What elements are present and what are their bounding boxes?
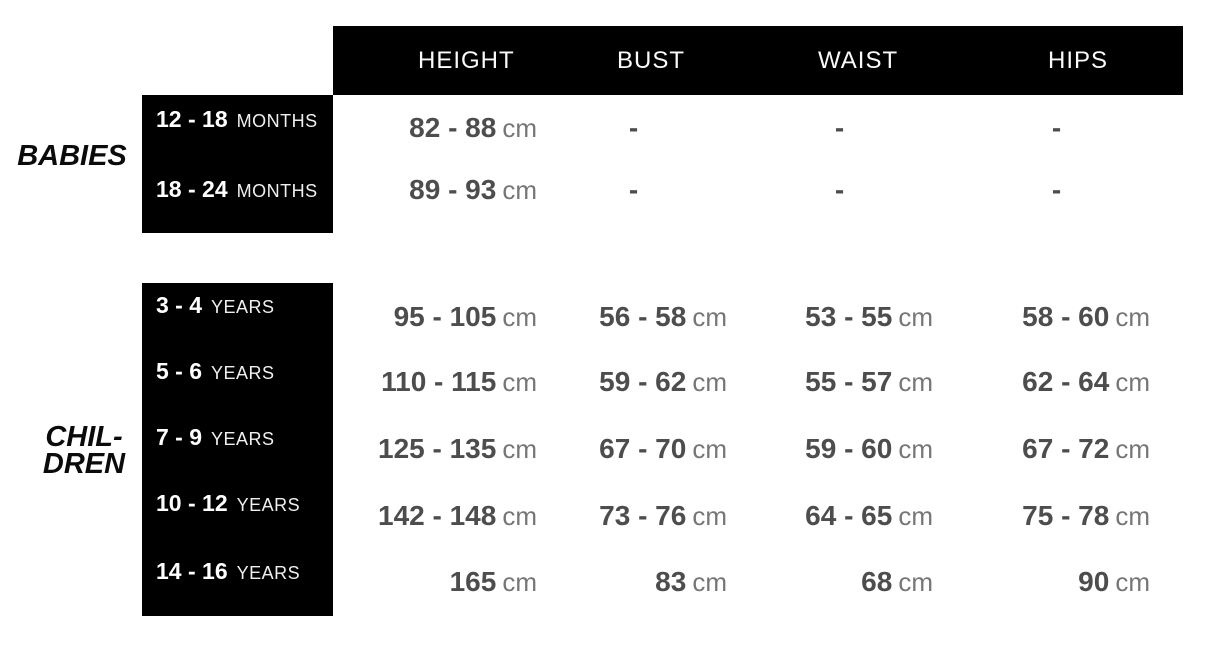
size-row-label [156, 351, 275, 391]
age-unit: YEARS [211, 297, 275, 317]
measurement-value: 142 - 148 [378, 500, 497, 531]
measurement-unit: cm [898, 367, 933, 397]
group-label-babies [12, 136, 132, 176]
measurement-value: 73 - 76 [599, 500, 687, 531]
measurement-value: 90 [1078, 566, 1110, 597]
age-unit: MONTHS [236, 181, 318, 201]
measurement-value: 125 - 135 [378, 433, 497, 464]
size-row-label [156, 169, 318, 209]
age-range: 5 - 6 [156, 358, 203, 384]
measurement-unit: cm [898, 434, 933, 464]
bust-cell [540, 297, 727, 337]
waist-cell [746, 297, 933, 337]
waist-cell [746, 429, 933, 469]
measurement-value: - [628, 174, 639, 205]
measurement-value: - [834, 112, 845, 143]
measurement-value: 75 - 78 [1022, 500, 1110, 531]
height-cell [350, 170, 537, 210]
size-row-label [156, 551, 300, 591]
bust-cell [540, 170, 727, 210]
height-cell [350, 429, 537, 469]
bust-cell [540, 496, 727, 536]
measurement-value: 58 - 60 [1022, 301, 1110, 332]
measurement-unit: cm [502, 567, 537, 597]
age-unit: YEARS [236, 495, 301, 515]
hips-cell [963, 297, 1150, 337]
group-label-text: DREN [42, 448, 126, 480]
height-cell [350, 108, 537, 148]
hips-cell [963, 496, 1150, 536]
measurement-unit: cm [898, 302, 933, 332]
size-row-label [156, 417, 275, 457]
measurement-value: 165 [449, 566, 497, 597]
height-cell [350, 297, 537, 337]
measurement-value: 83 [655, 566, 687, 597]
measurement-unit: cm [898, 501, 933, 531]
measurement-value: 64 - 65 [805, 500, 893, 531]
measurement-unit: cm [1115, 501, 1150, 531]
waist-cell [746, 170, 933, 210]
column-header-bust: BUST [617, 47, 686, 74]
hips-cell [963, 362, 1150, 402]
group-label-text: BABIES [17, 140, 127, 172]
measurement-value: 82 - 88 [409, 112, 497, 143]
measurement-unit: cm [502, 434, 537, 464]
hips-cell [963, 170, 1150, 210]
bust-cell [540, 429, 727, 469]
measurement-value: 68 [861, 566, 893, 597]
height-cell [350, 562, 537, 602]
hips-cell [963, 108, 1150, 148]
height-cell [350, 496, 537, 536]
measurement-value: 110 - 115 [381, 366, 497, 397]
age-unit: YEARS [211, 363, 275, 383]
measurement-unit: cm [692, 367, 727, 397]
measurement-value: 62 - 64 [1022, 366, 1110, 397]
measurement-unit: cm [692, 434, 727, 464]
measurement-unit: cm [1115, 367, 1150, 397]
children-size-label-box [142, 283, 333, 616]
measurement-unit: cm [692, 567, 727, 597]
age-range: 7 - 9 [156, 424, 203, 450]
age-range: 14 - 16 [156, 558, 228, 584]
measurement-value: - [628, 112, 639, 143]
measurement-unit: cm [692, 302, 727, 332]
waist-cell [746, 108, 933, 148]
measurement-value: 67 - 70 [599, 433, 687, 464]
hips-cell [963, 429, 1150, 469]
hips-cell [963, 562, 1150, 602]
babies-size-label-box [142, 95, 333, 233]
size-row-label [156, 99, 318, 139]
measurement-unit: cm [502, 302, 537, 332]
column-header-waist: WAIST [818, 47, 899, 74]
waist-cell [746, 496, 933, 536]
waist-cell [746, 562, 933, 602]
column-header-hips: HIPS [1048, 47, 1109, 74]
group-label-children [26, 421, 142, 480]
bust-cell [540, 108, 727, 148]
column-header-height: HEIGHT [418, 47, 515, 74]
measurement-unit: cm [502, 175, 537, 205]
measurement-value: - [1051, 174, 1062, 205]
measurement-unit: cm [1115, 434, 1150, 464]
age-range: 18 - 24 [156, 176, 228, 202]
age-unit: MONTHS [236, 111, 318, 131]
measurement-unit: cm [1115, 567, 1150, 597]
size-row-label [156, 285, 275, 325]
measurement-unit: cm [502, 501, 537, 531]
measurement-value: 59 - 62 [599, 366, 687, 397]
measurement-value: 55 - 57 [805, 366, 893, 397]
measurement-value: 67 - 72 [1022, 433, 1110, 464]
group-label-text: CHIL- [45, 421, 123, 453]
measurement-value: 53 - 55 [805, 301, 893, 332]
measurement-unit: cm [502, 113, 537, 143]
measurement-value: - [834, 174, 845, 205]
bust-cell [540, 362, 727, 402]
measurement-value: 59 - 60 [805, 433, 893, 464]
height-cell [350, 362, 537, 402]
age-range: 12 - 18 [156, 106, 228, 132]
table-header-bar [333, 26, 1183, 95]
measurement-value: 89 - 93 [409, 174, 497, 205]
age-unit: YEARS [236, 563, 301, 583]
bust-cell [540, 562, 727, 602]
measurement-value: 56 - 58 [599, 301, 687, 332]
measurement-unit: cm [1115, 302, 1150, 332]
age-range: 10 - 12 [156, 490, 228, 516]
age-unit: YEARS [211, 429, 275, 449]
measurement-unit: cm [692, 501, 727, 531]
measurement-value: 95 - 105 [393, 301, 497, 332]
waist-cell [746, 362, 933, 402]
age-range: 3 - 4 [156, 292, 203, 318]
measurement-unit: cm [898, 567, 933, 597]
measurement-unit: cm [502, 367, 537, 397]
measurement-value: - [1051, 112, 1062, 143]
size-row-label [156, 483, 300, 523]
